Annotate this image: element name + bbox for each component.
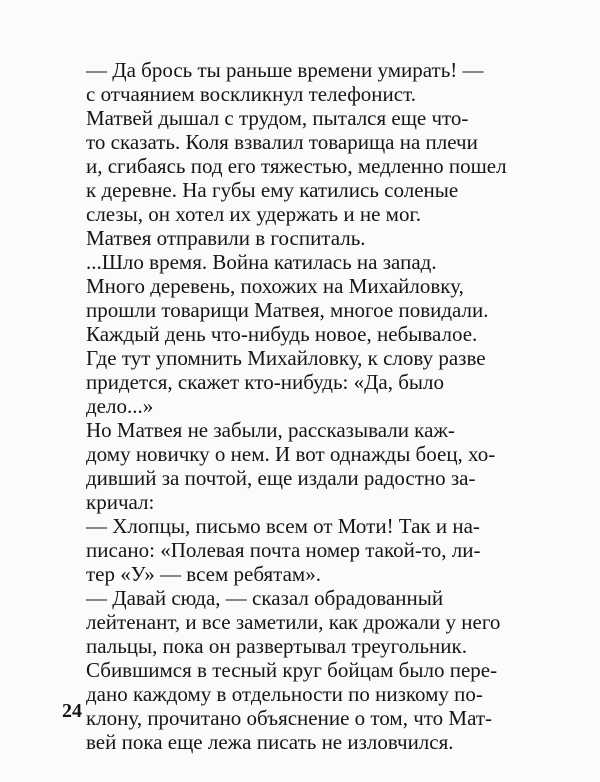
text-line: слезы, он хотел их удержать и не мог. <box>86 202 421 226</box>
text-line: — Да брось ты раньше времени умирать! — <box>86 58 484 82</box>
text-line: — Хлопцы, письмо всем от Моти! Так и на- <box>86 514 480 538</box>
text-line: придется, скажет кто-нибудь: «Да, было <box>86 370 445 394</box>
text-line: пальцы, пока он развертывал треугольник. <box>86 634 467 658</box>
text-line: ...Шло время. Война катилась на запад. <box>86 250 437 274</box>
paragraph <box>62 250 538 418</box>
text-line: то сказать. Коля взвалил товарища на плечи <box>86 130 478 154</box>
text-line: тер «У» — всем ребятам». <box>86 562 321 586</box>
text-line: дело...» <box>86 394 154 418</box>
page-text <box>62 58 538 754</box>
text-line: прошли товарищи Матвея, многое повидали. <box>86 298 489 322</box>
text-line: Матвея отправили в госпиталь. <box>86 226 366 250</box>
text-line: — Давай сюда, — сказал обрадованный <box>86 586 444 610</box>
text-line: и, сгибаясь под его тяжестью, медленно пошел <box>86 154 507 178</box>
text-line: дивший за почтой, еще издали радостно за- <box>86 466 476 490</box>
paragraph <box>62 418 538 514</box>
text-line: клону, прочитано объяснение о том, что Мат- <box>86 706 493 730</box>
page-number: 24 <box>62 700 82 722</box>
text-line: писано: «Полевая почта номер такой-то, ли- <box>86 538 481 562</box>
text-line: Матвей дышал с трудом, пытался еще что- <box>86 106 469 130</box>
text-line: Сбившимся в тесный круг бойцам было пере- <box>86 658 498 682</box>
text-line: Но Матвея не забыли, рассказывали каж- <box>86 418 455 442</box>
text-line: Где тут упомнить Михайловку, к слову разве <box>86 346 486 370</box>
text-line: Много деревень, похожих на Михайловку, <box>86 274 464 298</box>
text-line: кричал: <box>86 490 155 514</box>
paragraph <box>62 514 538 586</box>
text-line: дому новичку о нем. И вот однажды боец, хо- <box>86 442 496 466</box>
paragraph <box>62 58 538 106</box>
text-line: с отчаянием воскликнул телефонист. <box>86 82 416 106</box>
text-line: дано каждому в отдельности по низкому по- <box>86 682 483 706</box>
paragraph <box>62 106 538 226</box>
paragraph <box>62 226 538 250</box>
text-line: лейтенант, и все заметили, как дрожали у него <box>86 610 501 634</box>
text-line: вей пока еще лежа писать не изловчился. <box>86 730 454 754</box>
paragraph <box>62 586 538 754</box>
text-line: Каждый день что-нибудь новое, небывалое. <box>86 322 478 346</box>
text-line: к деревне. На губы ему катились соленые <box>86 178 459 202</box>
